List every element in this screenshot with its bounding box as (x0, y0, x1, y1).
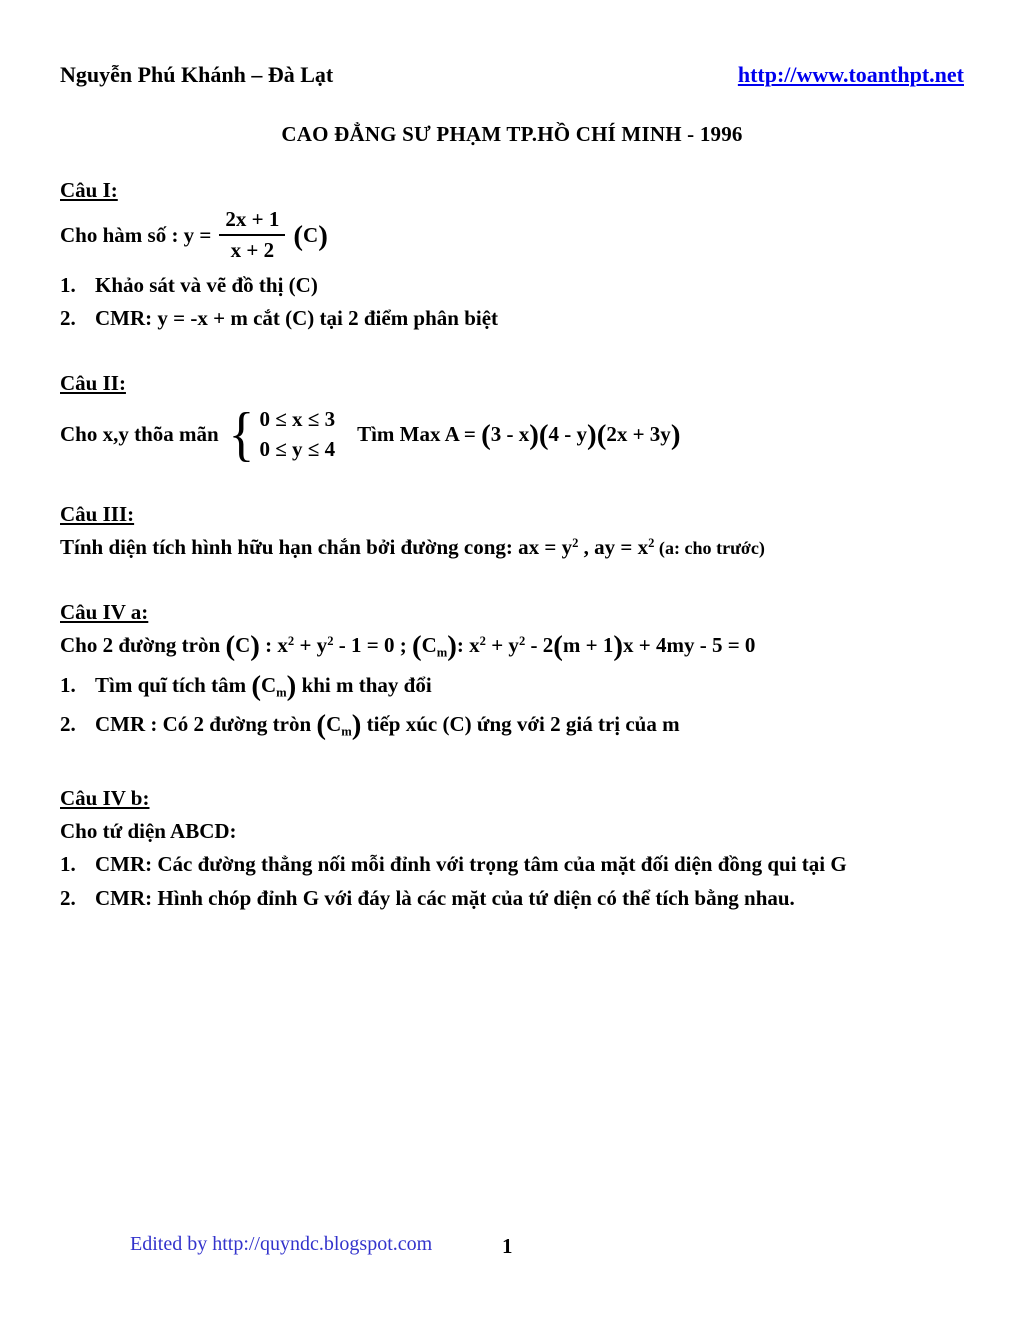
text-segment: CMR : Có 2 đường tròn (95, 712, 317, 737)
section-heading-cau-3: Câu III: (60, 502, 135, 527)
text-segment: Cho x,y thõa mãn (60, 421, 219, 446)
text-segment: C (326, 712, 342, 737)
text-segment: Khảo sát và vẽ đồ thị (C) (95, 273, 318, 297)
text-segment: (a: cho trước) (654, 538, 765, 559)
cau1-items (60, 272, 964, 333)
text-segment: 2 (648, 536, 655, 551)
text-segment: 2x + 3y (606, 421, 671, 446)
text-segment: m (276, 684, 287, 699)
cau1-formula-prefix (60, 223, 211, 248)
footer-credit-link[interactable]: Edited by http://quyndc.blogspot.com (130, 1233, 433, 1255)
text-segment: m (341, 724, 352, 739)
page-number: 1 (502, 1234, 513, 1258)
text-segment: Tính diện tích hình hữu hạn chắn bởi đường cong: ax = y (60, 535, 573, 560)
item-text (95, 272, 964, 299)
text-segment: ( (251, 669, 261, 702)
list-item (60, 305, 964, 332)
section-cau-1 (60, 178, 964, 333)
section-heading-cau-4a: Câu IV a: (60, 599, 149, 624)
text-segment: : x (456, 632, 480, 657)
text-segment: ( (481, 418, 491, 451)
text-segment: 2 (287, 633, 295, 648)
cau2-max-expression (357, 418, 681, 451)
section-cau-4b (60, 786, 964, 912)
text-segment: ) (587, 418, 597, 451)
cau4b-intro-line: Cho tứ diện ABCD: (60, 819, 237, 844)
text-segment: 4 - y (548, 421, 588, 446)
text-segment: 2 (327, 633, 334, 648)
left-brace-glyph: { (228, 401, 255, 468)
item-text (95, 885, 964, 912)
text-segment: Tìm quĩ tích tâm (95, 672, 252, 697)
list-item (60, 711, 964, 740)
site-link[interactable]: http://www.toanthpt.net (737, 62, 964, 87)
list-item (60, 851, 964, 878)
text-segment: C (261, 672, 277, 697)
cau1-function-formula (60, 207, 964, 263)
author-name: Nguyễn Phú Khánh – Đà Lạt (60, 62, 334, 87)
section-cau-2 (60, 370, 964, 468)
text-segment: 2 (572, 536, 579, 551)
text-segment: , ay = x (578, 535, 649, 560)
condition-y: 0 ≤ y ≤ 4 (259, 437, 336, 462)
item-number: 1. (60, 672, 76, 697)
text-segment: ( (596, 418, 607, 451)
text-segment: ( (225, 629, 236, 662)
section-cau-3 (60, 502, 964, 561)
text-segment: ) (613, 629, 624, 662)
item-number: 2. (60, 885, 76, 910)
text-segment: ) (447, 629, 457, 662)
item-number: 1. (60, 852, 76, 877)
text-segment: CMR: Hình chóp đỉnh G với đáy là các mặt của tứ diện có thể tích bằng nhau. (95, 885, 795, 910)
cau3-problem-line (60, 534, 964, 561)
text-segment: C (303, 222, 319, 247)
text-segment: 2 (518, 633, 526, 648)
text-segment: ) (250, 629, 260, 662)
item-number: 2. (60, 712, 76, 737)
list-item (60, 669, 964, 702)
text-segment: : x (259, 632, 288, 657)
cau4b-items (60, 851, 964, 912)
section-heading-cau-4b: Câu IV b: (60, 786, 150, 811)
text-segment: C (235, 632, 251, 657)
section-heading-cau-2: Câu II: (60, 370, 126, 395)
cau2-problem-line (60, 401, 964, 468)
item-text (95, 851, 964, 878)
text-segment: ( (293, 219, 304, 252)
cau2-prefix (60, 422, 219, 447)
fraction-denominator: x + 2 (219, 234, 285, 263)
page-title: CAO ĐẲNG SƯ PHẠM TP.HỒ CHÍ MINH - 1996 (281, 122, 743, 146)
text-segment: ( (316, 709, 327, 742)
inequality-system (260, 404, 336, 465)
text-segment: ) (670, 418, 681, 451)
text-segment: x + 4my - 5 = 0 (623, 632, 756, 657)
text-segment: Tìm Max A = (357, 421, 482, 446)
text-segment: C (421, 632, 437, 657)
item-number: 1. (60, 273, 76, 297)
text-segment: 2 (479, 633, 486, 648)
item-text (95, 711, 964, 740)
cau4a-items (60, 669, 964, 742)
text-segment: tiếp xúc (C) ứng với 2 giá trị của m (361, 712, 680, 737)
text-segment: m + 1 (562, 632, 614, 657)
condition-x: 0 ≤ x ≤ 3 (259, 406, 336, 431)
text-segment: + y (294, 632, 328, 657)
text-segment: - 2 (525, 632, 554, 657)
list-item (60, 885, 964, 912)
text-segment: ( (411, 629, 422, 662)
text-segment: + y (485, 632, 519, 657)
fraction-numerator: 2x + 1 (225, 207, 280, 231)
text-segment: ( (553, 629, 563, 662)
page-footer (0, 1233, 1024, 1273)
text-segment: ) (529, 418, 539, 451)
text-segment: ) (351, 709, 362, 742)
section-heading-cau-1: Câu I: (60, 178, 118, 202)
text-segment: - 1 = 0 ; (333, 632, 412, 657)
text-segment: ) (286, 669, 297, 702)
cau1-curve-label (293, 219, 328, 252)
text-segment: 3 - x (490, 421, 530, 446)
text-segment: ) (318, 219, 328, 252)
list-item (60, 272, 964, 299)
page-header (60, 62, 964, 88)
text-segment: CMR: Các đường thẳng nối mỗi đỉnh với trọng tâm của mặt đối diện đồng qui tại G (95, 852, 847, 877)
item-number: 2. (60, 306, 76, 331)
item-text (95, 305, 964, 332)
cau4a-circles-line (60, 629, 964, 662)
section-cau-4a (60, 600, 964, 740)
text-segment: ( (538, 418, 549, 451)
text-segment: khi m thay đổi (296, 672, 432, 697)
text-segment: m (436, 645, 448, 660)
item-text (95, 669, 964, 702)
text-segment: Cho 2 đường tròn (60, 632, 226, 657)
fraction (219, 207, 285, 263)
text-segment: CMR: y = -x + m cắt (C) tại 2 điểm phân biệt (95, 306, 499, 331)
text-segment: Cho hàm số : y = (60, 222, 212, 247)
